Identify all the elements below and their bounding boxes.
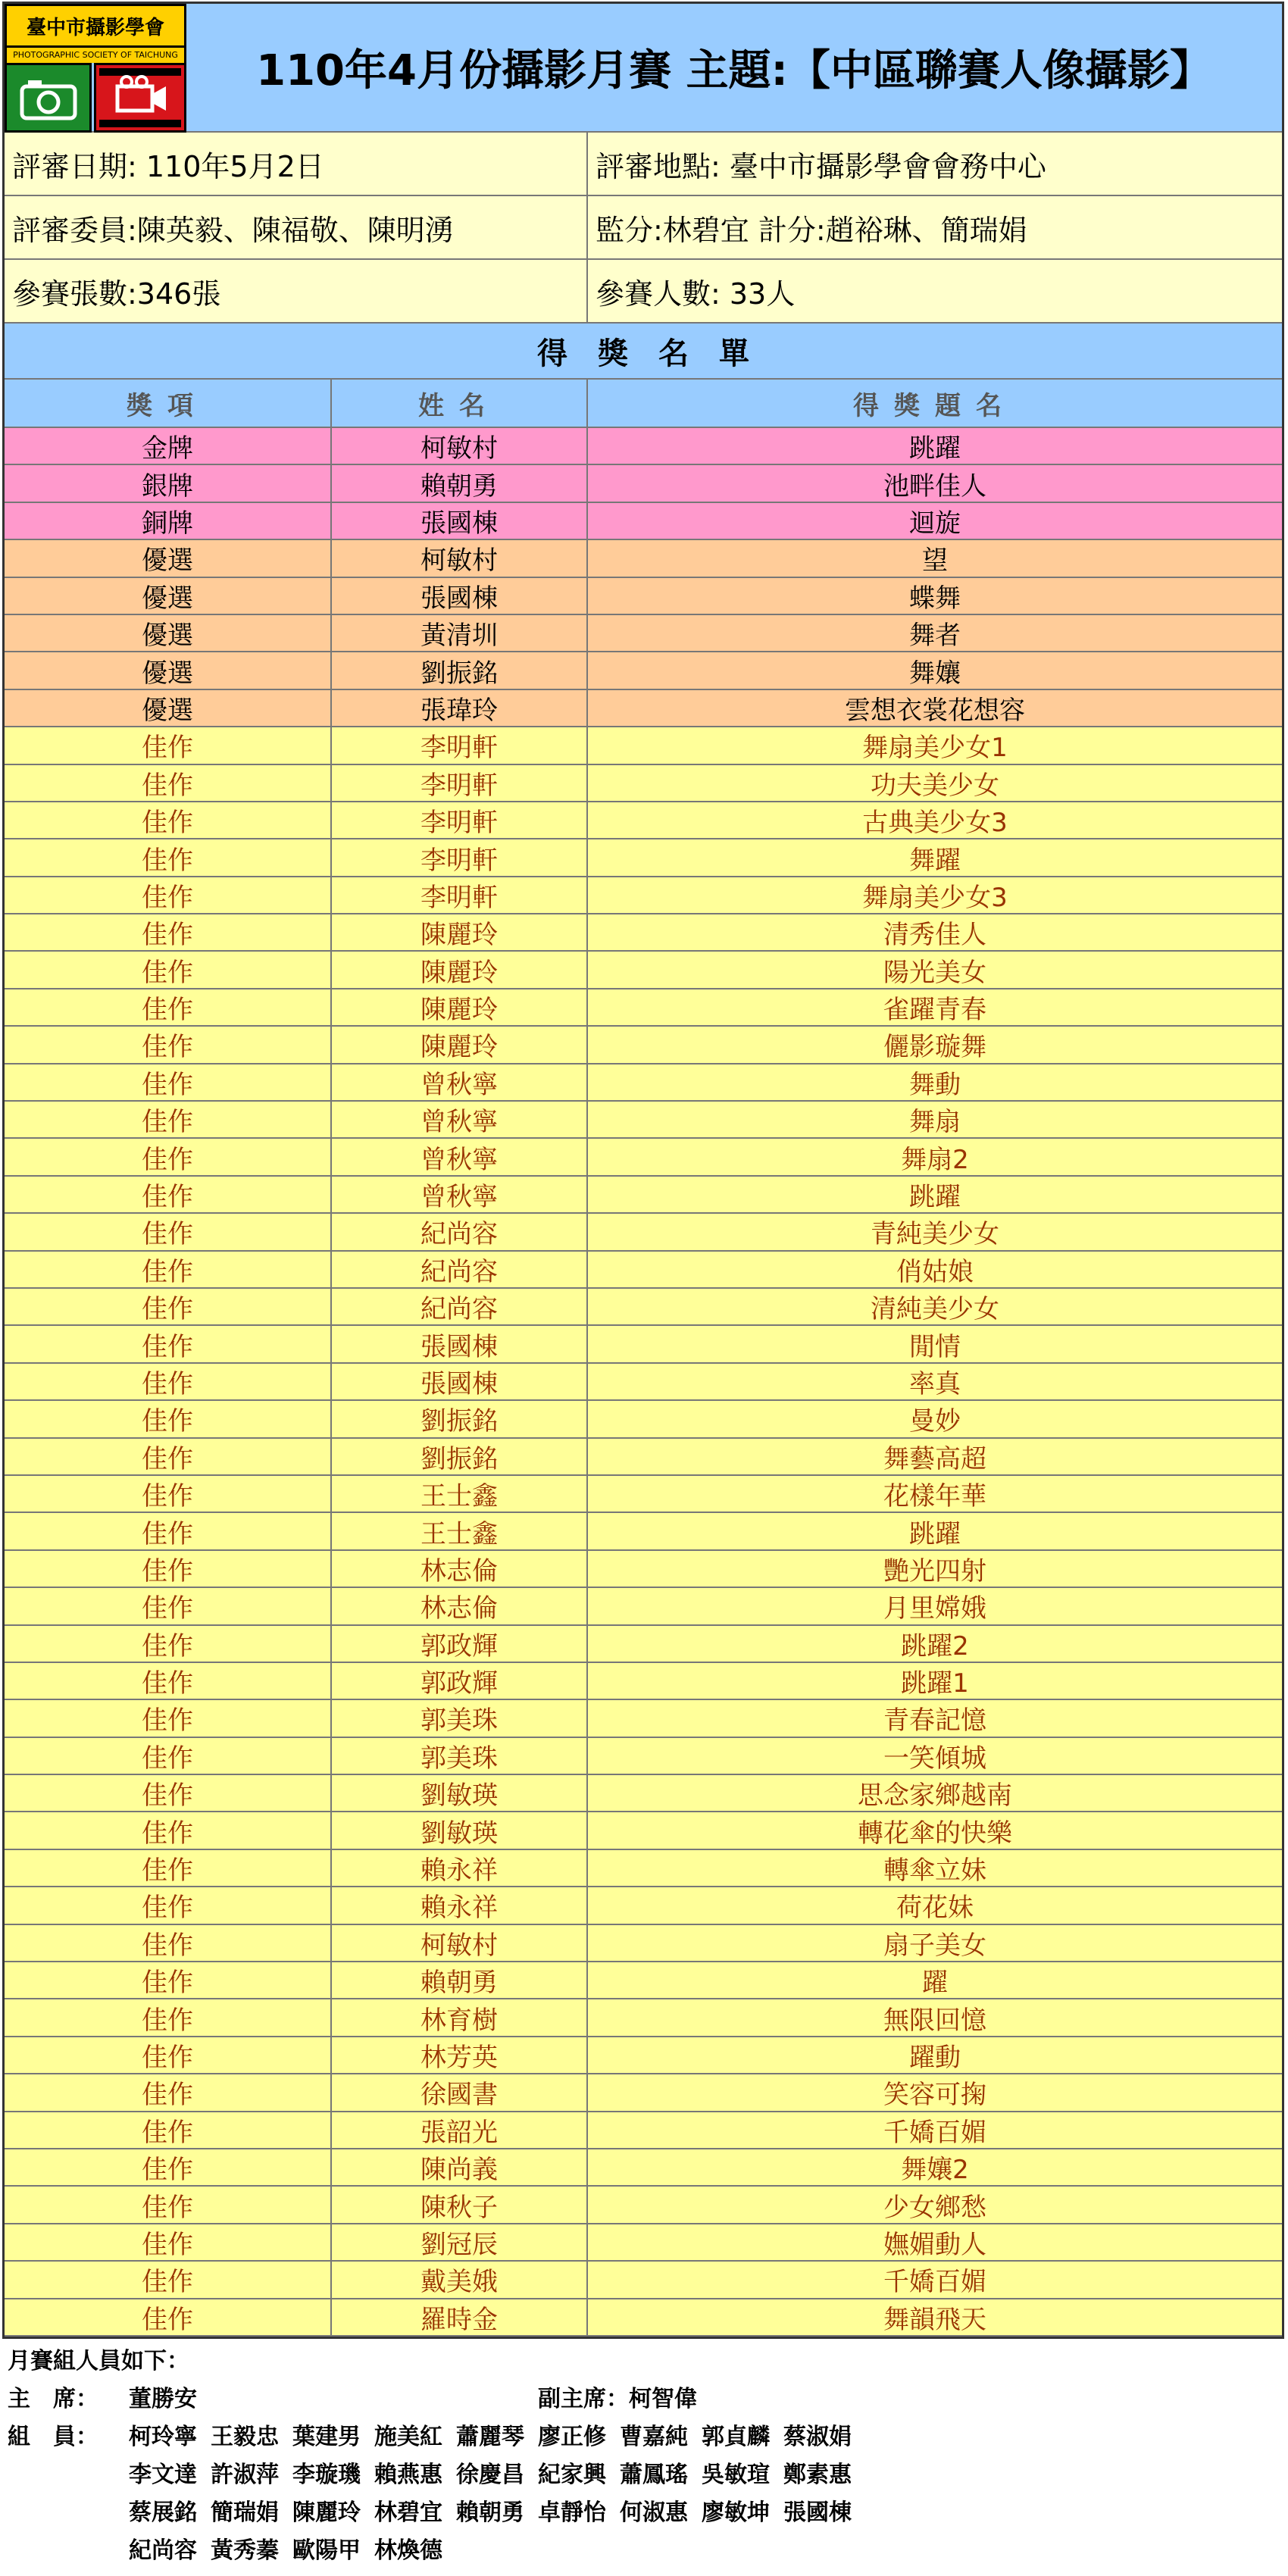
work-cell: 舞孃 (909, 658, 961, 689)
table-row (5, 2262, 1282, 2299)
name-cell: 張國棟 (332, 578, 588, 614)
award-cell: 金牌 (5, 428, 332, 464)
award-cell: 佳作 (5, 765, 332, 801)
member-name: 曹嘉純 (620, 2424, 688, 2450)
work-cell: 思念家鄉越南 (858, 1780, 1012, 1812)
work-cell: 儷影璇舞 (883, 1032, 986, 1063)
name-cell: 曾秋寧 (332, 1139, 588, 1174)
logo-text: 臺中市攝影學會 (5, 4, 186, 48)
name-cell: 徐國書 (332, 2074, 588, 2110)
name-cell: 陳麗玲 (332, 989, 588, 1025)
member-name: 林碧宜 (374, 2499, 442, 2526)
name-cell: 張韶光 (332, 2112, 588, 2148)
work-cell: 舞扇 (909, 1107, 961, 1138)
member-name: 簡瑞娟 (211, 2499, 279, 2526)
award-cell: 優選 (5, 578, 332, 614)
table-row (5, 1102, 1282, 1139)
work-cell: 跳躍 (909, 433, 961, 464)
work-cell: 千嬌百媚 (883, 2117, 986, 2148)
work-cell: 舞藝高超 (883, 1443, 986, 1474)
table-row (5, 1401, 1282, 1438)
work-cell: 無限回憶 (883, 2005, 986, 2036)
column-name: 姓名 (332, 380, 588, 427)
member-names (129, 2456, 852, 2489)
award-cell: 佳作 (5, 1588, 332, 1624)
award-cell: 佳作 (5, 1663, 332, 1699)
award-cell: 佳作 (5, 1139, 332, 1174)
work-cell: 陽光美女 (883, 957, 986, 988)
member-line (8, 2453, 1280, 2491)
name-cell: 郭美珠 (332, 1738, 588, 1774)
name-cell: 劉振銘 (332, 1439, 588, 1474)
award-cell: 佳作 (5, 1999, 332, 2035)
award-cell: 佳作 (5, 1177, 332, 1212)
work-cell: 扇子美女 (883, 1930, 986, 1961)
table-row (5, 2037, 1282, 2074)
name-cell: 劉振銘 (332, 652, 588, 688)
work-cell: 舞動 (909, 1069, 961, 1100)
table-row (5, 1775, 1282, 1812)
member-name: 歐陽甲 (292, 2537, 361, 2564)
award-sheet (2, 2, 1284, 2339)
table-row (5, 1289, 1282, 1326)
name-cell: 郭政輝 (332, 1626, 588, 1662)
name-cell: 張國棟 (332, 1364, 588, 1399)
work-cell: 舞扇2 (901, 1144, 969, 1175)
name-cell: 陳麗玲 (332, 914, 588, 950)
table-row (5, 1887, 1282, 1924)
award-cell: 佳作 (5, 1064, 332, 1100)
table-row (5, 914, 1282, 952)
name-cell: 林芳英 (332, 2037, 588, 2073)
society-logo (5, 4, 186, 133)
award-cell: 佳作 (5, 1925, 332, 1961)
table-row (5, 877, 1282, 914)
table-row (5, 1513, 1282, 1550)
award-cell: 佳作 (5, 914, 332, 950)
member-name: 張國棟 (783, 2499, 852, 2526)
member-name: 林煥德 (374, 2537, 442, 2564)
name-cell: 陳秋子 (332, 2187, 588, 2222)
name-cell: 賴朝勇 (332, 465, 588, 501)
work-cell: 轉花傘的快樂 (858, 1818, 1012, 1849)
award-cell: 佳作 (5, 1812, 332, 1848)
award-cell: 佳作 (5, 2149, 332, 2185)
info-row-date (5, 133, 1282, 196)
name-cell: 林志倫 (332, 1588, 588, 1624)
name-cell: 李明軒 (332, 765, 588, 801)
award-cell: 佳作 (5, 989, 332, 1025)
award-cell: 佳作 (5, 1962, 332, 1998)
supervisors: 監分:林碧宜 計分:趙裕琳、簡瑞娟 (596, 213, 1027, 247)
name-cell: 張國棟 (332, 503, 588, 539)
work-cell: 青春記憶 (883, 1705, 986, 1737)
work-cell: 跳躍1 (901, 1668, 969, 1699)
work-cell: 迴旋 (909, 508, 961, 539)
member-name: 徐慶昌 (456, 2462, 524, 2488)
entry-count: 參賽張數:346張 (5, 260, 588, 322)
member-name: 黃秀蓁 (211, 2537, 279, 2564)
name-cell: 劉敏瑛 (332, 1812, 588, 1848)
name-cell: 郭政輝 (332, 1663, 588, 1699)
table-row (5, 1064, 1282, 1102)
work-cell: 少女鄉愁 (883, 2192, 986, 2223)
member-name: 紀家興 (538, 2462, 606, 2488)
award-cell: 佳作 (5, 1102, 332, 1137)
judging-place: 評審地點: 臺中市攝影學會會務中心 (596, 149, 1046, 183)
work-cell: 躍動 (909, 2043, 961, 2073)
member-name: 王毅忠 (211, 2424, 279, 2450)
member-name: 蕭麗琴 (456, 2424, 524, 2450)
name-cell: 賴永祥 (332, 1850, 588, 1886)
work-cell: 荷花妹 (896, 1893, 974, 1924)
table-row (5, 1027, 1282, 1064)
chair-line (8, 2377, 1280, 2415)
name-cell: 陳麗玲 (332, 1027, 588, 1062)
award-cell: 佳作 (5, 2074, 332, 2110)
work-cell: 舞者 (909, 621, 961, 652)
page-title: 110年4月份攝影月賽 主題:【中區聯賽人像攝影】 (256, 46, 1212, 95)
work-cell: 雲想衣裳花想容 (845, 695, 1025, 726)
work-cell: 功夫美少女 (871, 770, 999, 801)
table-row (5, 652, 1282, 689)
camera-icon (5, 63, 92, 133)
table-row (5, 1626, 1282, 1663)
work-cell: 一笑傾城 (883, 1743, 986, 1774)
member-name: 賴朝勇 (456, 2499, 524, 2526)
vice-chair-label: 副主席： (538, 2386, 629, 2412)
member-name: 蕭鳳瑤 (620, 2462, 688, 2488)
participant-count: 參賽人數: 33人 (596, 277, 796, 311)
member-name: 卓靜怡 (538, 2499, 606, 2526)
award-cell: 佳作 (5, 1326, 332, 1361)
award-cell: 佳作 (5, 1364, 332, 1399)
member-line (8, 2415, 1280, 2453)
name-cell: 賴永祥 (332, 1887, 588, 1923)
award-cell: 優選 (5, 540, 332, 576)
table-row (5, 1999, 1282, 2037)
column-work: 得獎題名 (853, 390, 1017, 421)
award-cell: 佳作 (5, 1439, 332, 1474)
award-cell: 佳作 (5, 1551, 332, 1587)
member-name: 李文達 (129, 2462, 197, 2488)
table-row (5, 2112, 1282, 2149)
work-cell: 清秀佳人 (883, 920, 986, 951)
info-row-counts (5, 260, 1282, 324)
work-cell: 望 (922, 546, 948, 577)
judges: 評審委員:陳英毅、陳福敬、陳明湧 (5, 196, 588, 258)
award-table (5, 428, 1282, 2337)
name-cell: 曾秋寧 (332, 1064, 588, 1100)
table-row (5, 1476, 1282, 1513)
name-cell: 賴朝勇 (332, 1962, 588, 1998)
work-cell: 清純美少女 (871, 1294, 999, 1325)
award-cell: 銀牌 (5, 465, 332, 501)
name-cell: 曾秋寧 (332, 1102, 588, 1137)
name-cell: 李明軒 (332, 802, 588, 838)
work-cell: 曼妙 (909, 1406, 961, 1437)
award-cell: 佳作 (5, 1626, 332, 1662)
member-name: 紀尚容 (129, 2537, 197, 2564)
table-row (5, 1738, 1282, 1775)
award-cell: 佳作 (5, 2299, 332, 2335)
member-names (129, 2418, 852, 2451)
name-cell: 林育樹 (332, 1999, 588, 2035)
name-cell: 羅時金 (332, 2299, 588, 2335)
work-cell: 躍 (922, 1968, 948, 1999)
work-cell: 轉傘立妹 (883, 1855, 986, 1887)
name-cell: 林志倫 (332, 1551, 588, 1587)
table-row (5, 1139, 1282, 1176)
award-cell: 佳作 (5, 2187, 332, 2222)
name-cell: 柯敏村 (332, 428, 588, 464)
table-row (5, 1700, 1282, 1737)
award-cell: 佳作 (5, 1027, 332, 1062)
award-cell: 佳作 (5, 2037, 332, 2073)
committee-footer (8, 2340, 1280, 2567)
member-line (8, 2529, 1280, 2567)
award-cell: 佳作 (5, 1700, 332, 1736)
name-cell: 李明軒 (332, 727, 588, 763)
table-row (5, 690, 1282, 727)
member-name: 何淑惠 (620, 2499, 688, 2526)
table-row (5, 1214, 1282, 1251)
name-cell: 張國棟 (332, 1326, 588, 1361)
work-cell: 舞韻飛天 (883, 2304, 986, 2335)
work-cell: 俏姑娘 (896, 1256, 974, 1287)
member-line (8, 2491, 1280, 2529)
table-row (5, 839, 1282, 877)
member-name: 葉建男 (292, 2424, 361, 2450)
award-cell: 佳作 (5, 2112, 332, 2148)
name-cell: 紀尚容 (332, 1252, 588, 1287)
table-row (5, 1812, 1282, 1849)
name-cell: 紀尚容 (332, 1214, 588, 1249)
award-cell: 佳作 (5, 1775, 332, 1811)
table-row (5, 765, 1282, 802)
chair-label: 主 席： (8, 2386, 98, 2412)
table-row (5, 503, 1282, 540)
name-cell: 劉冠辰 (332, 2224, 588, 2260)
table-row (5, 727, 1282, 764)
footer-intro: 月賽組人員如下： (8, 2348, 189, 2374)
award-cell: 佳作 (5, 802, 332, 838)
column-award: 獎項 (5, 380, 332, 427)
award-cell: 佳作 (5, 1214, 332, 1249)
work-cell: 閒情 (909, 1331, 961, 1362)
table-row (5, 1663, 1282, 1700)
header-row (5, 4, 1282, 133)
work-cell: 跳躍 (909, 1518, 961, 1549)
member-name: 蔡淑娟 (783, 2424, 852, 2450)
member-name: 施美紅 (374, 2424, 442, 2450)
award-cell: 佳作 (5, 1738, 332, 1774)
table-row (5, 465, 1282, 502)
work-cell: 青純美少女 (871, 1219, 999, 1250)
table-row (5, 2074, 1282, 2112)
member-name: 吳敏瑄 (702, 2462, 770, 2488)
member-name: 郭貞麟 (702, 2424, 770, 2450)
table-row (5, 1850, 1282, 1887)
award-cell: 佳作 (5, 877, 332, 913)
work-cell: 花樣年華 (883, 1481, 986, 1512)
table-row (5, 2149, 1282, 2187)
award-cell: 佳作 (5, 839, 332, 875)
member-name: 廖正修 (538, 2424, 606, 2450)
work-cell: 笑容可掬 (883, 2080, 986, 2111)
work-cell: 蝶舞 (909, 583, 961, 614)
work-cell: 雀躍青春 (883, 995, 986, 1026)
award-cell: 佳作 (5, 1850, 332, 1886)
award-cell: 佳作 (5, 1401, 332, 1436)
members-label: 組 員： (8, 2424, 98, 2450)
table-row (5, 1177, 1282, 1214)
name-cell: 劉敏瑛 (332, 1775, 588, 1811)
column-headers (5, 380, 1282, 428)
award-cell: 佳作 (5, 1289, 332, 1324)
table-row (5, 2224, 1282, 2262)
table-row (5, 952, 1282, 989)
name-cell: 紀尚容 (332, 1289, 588, 1324)
vice-chair-name: 柯智偉 (629, 2386, 697, 2412)
name-cell: 柯敏村 (332, 1925, 588, 1961)
member-names (129, 2493, 852, 2527)
table-row (5, 802, 1282, 839)
award-cell: 佳作 (5, 2224, 332, 2260)
award-cell: 優選 (5, 615, 332, 651)
member-name: 李璇璣 (292, 2462, 361, 2488)
name-cell: 郭美珠 (332, 1700, 588, 1736)
work-cell: 舞躍 (909, 845, 961, 876)
table-row (5, 1588, 1282, 1625)
work-cell: 舞扇美少女1 (862, 733, 1008, 764)
member-name: 廖敏坤 (702, 2499, 770, 2526)
work-cell: 月里嫦娥 (883, 1593, 986, 1624)
table-row (5, 989, 1282, 1027)
work-cell: 千嬌百媚 (883, 2267, 986, 2298)
name-cell: 王士鑫 (332, 1476, 588, 1512)
table-row (5, 1326, 1282, 1363)
member-name: 陳麗玲 (292, 2499, 361, 2526)
name-cell: 劉振銘 (332, 1401, 588, 1436)
table-row (5, 1551, 1282, 1588)
work-cell: 舞孃2 (901, 2155, 969, 2186)
chair-name: 董勝安 (129, 2386, 197, 2412)
work-cell: 跳躍2 (901, 1630, 969, 1662)
award-cell: 佳作 (5, 1252, 332, 1287)
name-cell: 戴美娥 (332, 2262, 588, 2297)
table-row (5, 2187, 1282, 2224)
table-row (5, 428, 1282, 465)
work-cell: 率真 (909, 1368, 961, 1399)
table-row (5, 1439, 1282, 1476)
award-cell: 佳作 (5, 1476, 332, 1512)
member-name: 鄭素惠 (783, 2462, 852, 2488)
name-cell: 陳尚義 (332, 2149, 588, 2185)
name-cell: 李明軒 (332, 839, 588, 875)
logo-subtext: PHOTOGRAPHIC SOCIETY OF TAICHUNG (5, 48, 186, 63)
work-cell: 艷光四射 (883, 1555, 986, 1587)
winners-banner: 得獎名單 (5, 324, 1282, 380)
video-camera-icon (94, 63, 186, 133)
member-name: 柯玲寧 (129, 2424, 197, 2450)
table-row (5, 1962, 1282, 1999)
table-row (5, 1364, 1282, 1401)
table-row (5, 615, 1282, 652)
work-cell: 跳躍 (909, 1182, 961, 1213)
work-cell: 舞扇美少女3 (862, 882, 1008, 913)
judging-date: 評審日期: 110年5月2日 (5, 133, 588, 195)
table-row (5, 578, 1282, 615)
member-name: 賴燕惠 (374, 2462, 442, 2488)
member-name: 蔡展銘 (129, 2499, 197, 2526)
member-names (129, 2531, 442, 2565)
award-cell: 佳作 (5, 1513, 332, 1549)
work-cell: 古典美少女3 (862, 808, 1008, 839)
table-row (5, 1252, 1282, 1289)
award-cell: 佳作 (5, 952, 332, 987)
table-row (5, 1925, 1282, 1962)
award-cell: 佳作 (5, 2262, 332, 2297)
award-cell: 優選 (5, 690, 332, 726)
name-cell: 黃清圳 (332, 615, 588, 651)
member-name: 許淑萍 (211, 2462, 279, 2488)
member-list (8, 2415, 1280, 2567)
name-cell: 張瑋玲 (332, 690, 588, 726)
award-cell: 佳作 (5, 727, 332, 763)
name-cell: 李明軒 (332, 877, 588, 913)
name-cell: 陳麗玲 (332, 952, 588, 987)
table-row (5, 2299, 1282, 2337)
award-cell: 佳作 (5, 1887, 332, 1923)
name-cell: 曾秋寧 (332, 1177, 588, 1212)
info-row-judges (5, 196, 1282, 260)
name-cell: 柯敏村 (332, 540, 588, 576)
award-cell: 銅牌 (5, 503, 332, 539)
work-cell: 嫵媚動人 (883, 2229, 986, 2260)
table-row (5, 540, 1282, 577)
work-cell: 池畔佳人 (883, 470, 986, 502)
name-cell: 王士鑫 (332, 1513, 588, 1549)
award-cell: 優選 (5, 652, 332, 688)
